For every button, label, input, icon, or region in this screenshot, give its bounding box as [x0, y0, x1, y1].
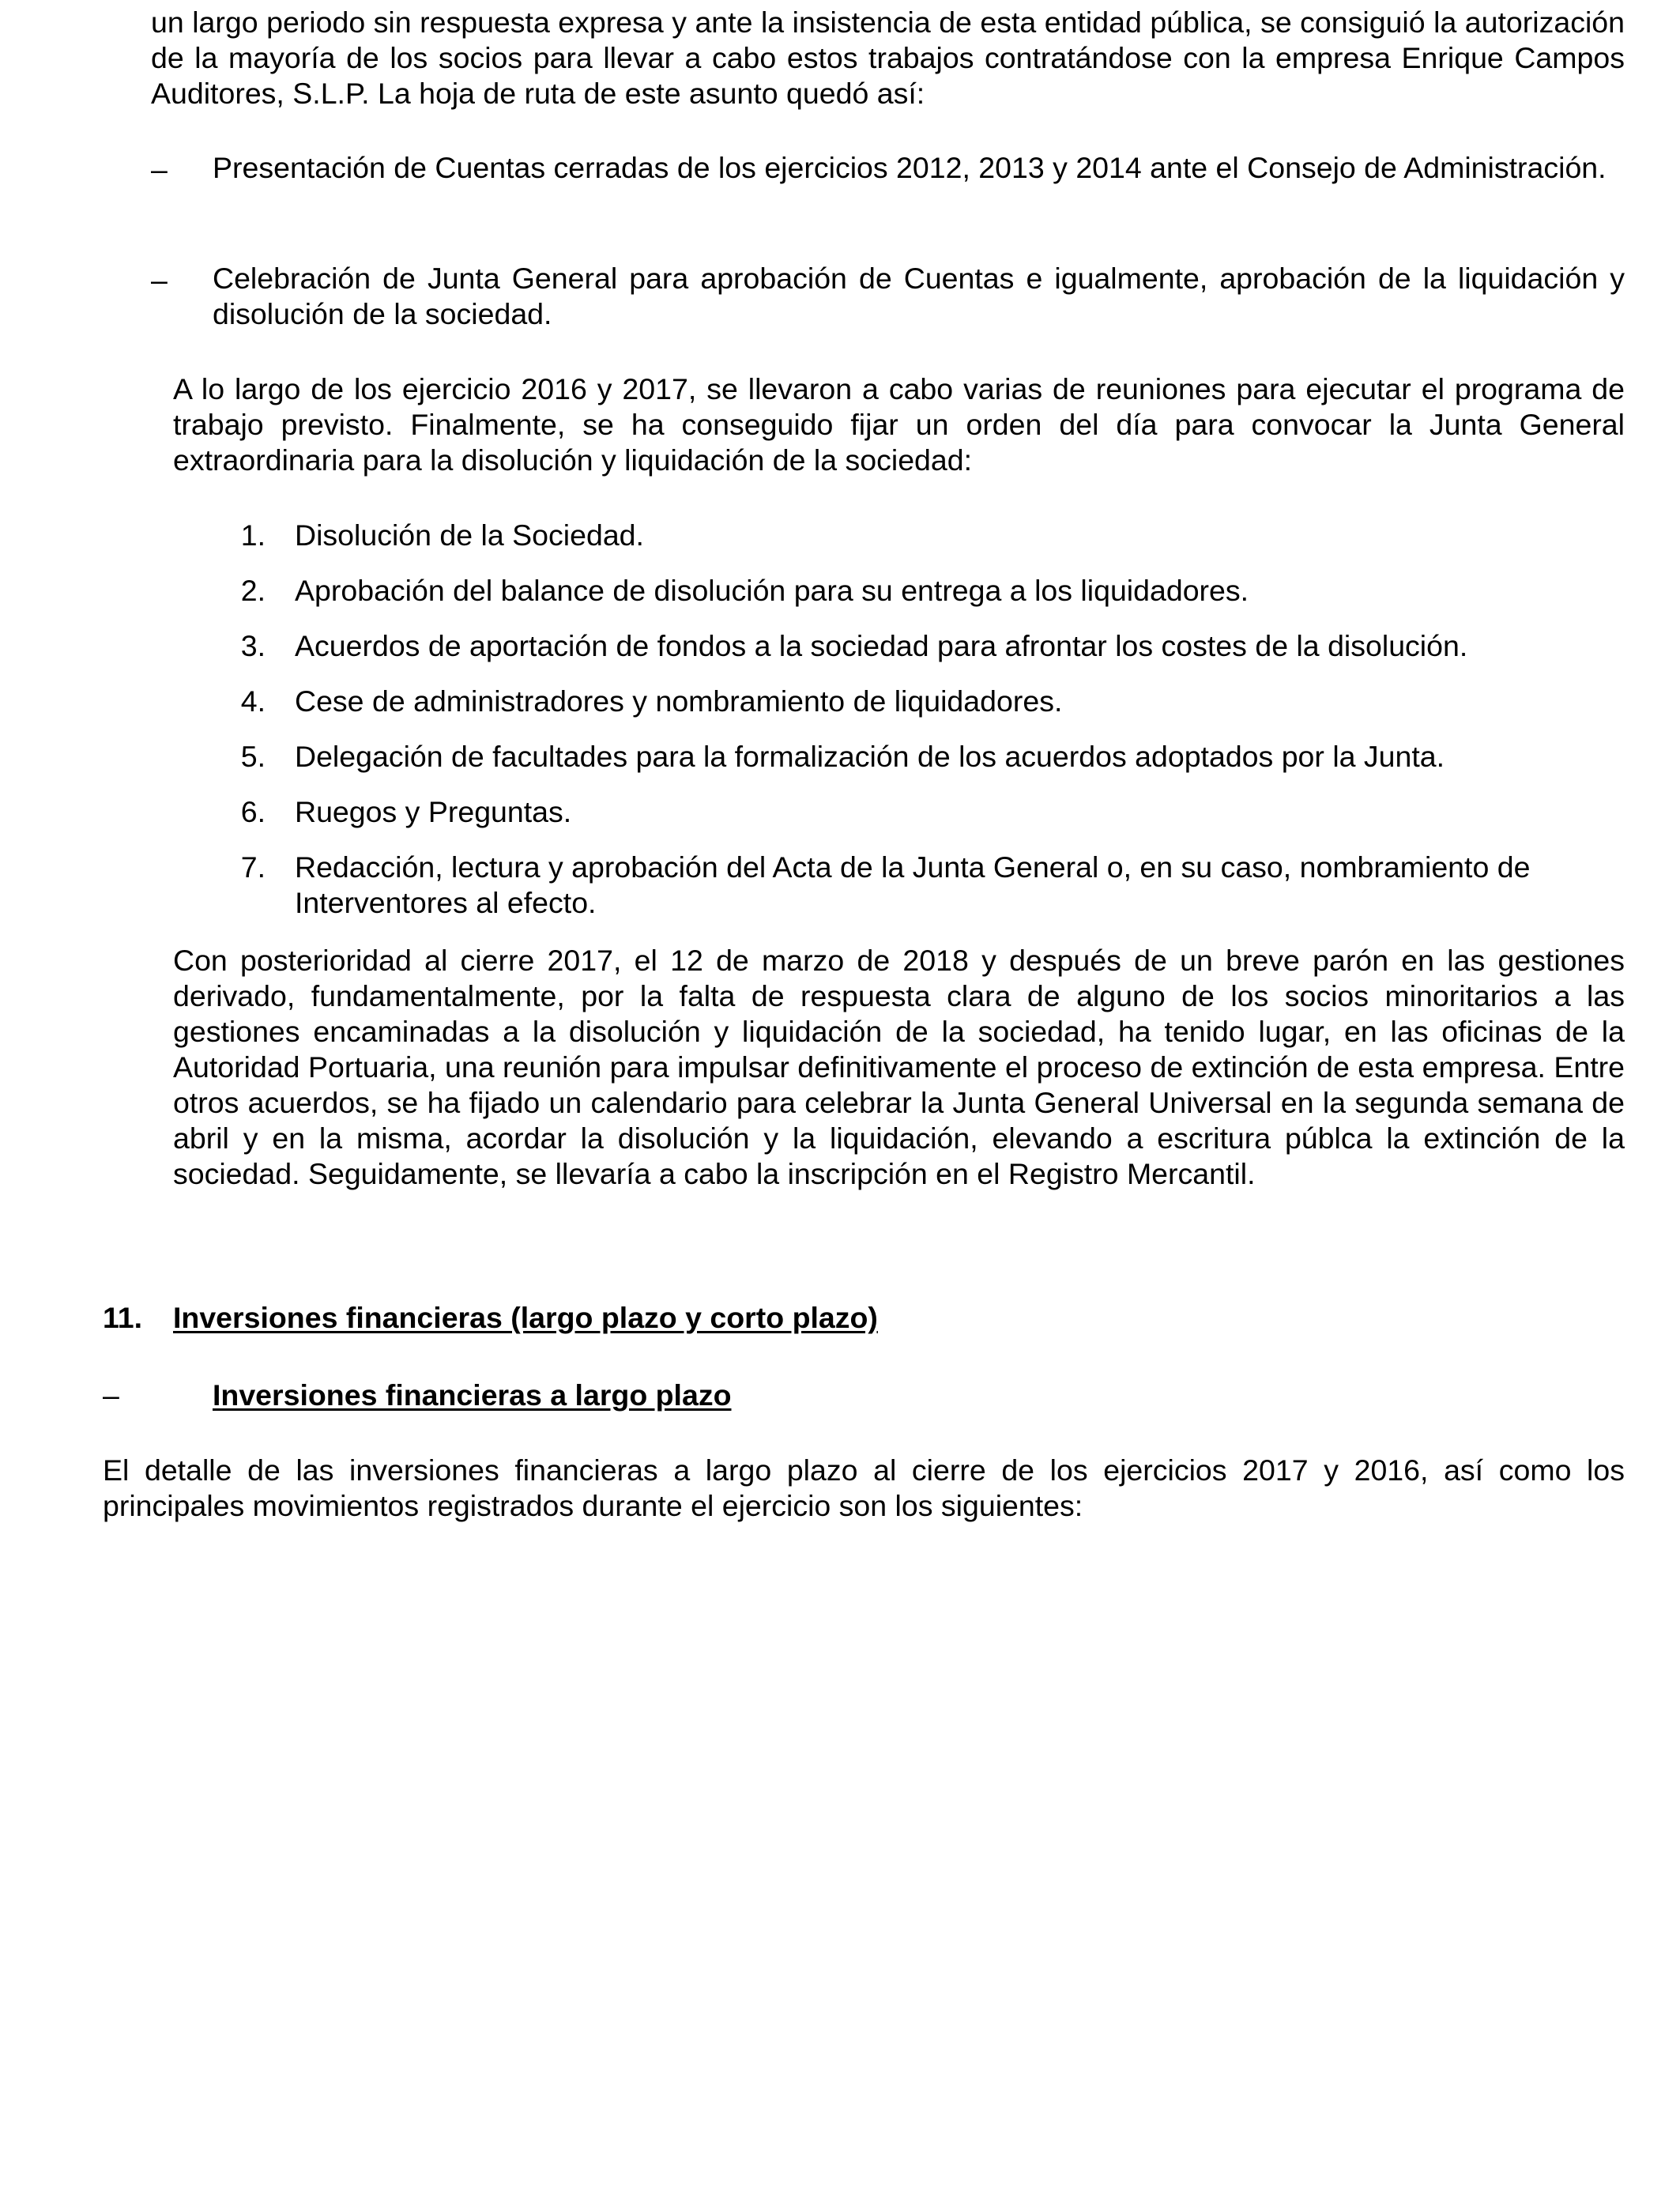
intro-paragraph: un largo periodo sin respuesta expresa y ante la insistencia de esta entidad pública, se consiguió la autorización de la mayoría de los socios para llevar a cabo estos trabajos contratándose con la empresa Enrique Campos Auditores, S.L.P. La hoja de ruta de este asunto quedó así: — [151, 6, 1625, 110]
agenda-number: 3. — [240, 629, 266, 662]
agenda-number: 1. — [240, 518, 266, 552]
agenda-number: 4. — [240, 684, 266, 718]
bullet-item: Presentación de Cuentas cerradas de los ejercicios 2012, 2013 y 2014 ante el Consejo de Administración. — [213, 151, 1607, 184]
agenda-item: Acuerdos de aportación de fondos a la sociedad para afrontar los costes de la disolución. — [295, 629, 1468, 662]
subsection-marker: – — [103, 1378, 119, 1412]
section-title: Inversiones financieras (largo plazo y corto plazo) — [173, 1301, 878, 1334]
section-number: 11. — [103, 1301, 143, 1334]
subsection-title: Inversiones financieras a largo plazo — [213, 1378, 732, 1412]
agenda-item: Delegación de facultades para la formalización de los acuerdos adoptados por la Junta. — [295, 740, 1445, 773]
agenda-number: 2. — [240, 574, 266, 607]
agenda-number: 6. — [240, 795, 266, 828]
agenda-item: Redacción, lectura y aprobación del Acta de la Junta General o, en su caso, nombramiento de Interventores al efecto. — [295, 850, 1531, 919]
agenda-item: Cese de administradores y nombramiento de liquidadores. — [295, 684, 1063, 718]
body-paragraph: Con posterioridad al cierre 2017, el 12 de marzo de 2018 y después de un breve parón en las gestiones derivado, fundamentalmente, por la falta de respuesta clara de alguno de los socios minoritarios a las gestiones encaminadas a la disolución y liquidación de la sociedad, ha tenido lugar, en las oficinas de la Autoridad Portuaria, una reunión para impulsar definitivamente el proceso de extinción de esta empresa. Entre otros acuerdos, se ha fijado un calendario para celebrar la Junta General Universal en la segunda semana de abril y en la misma, acordar la disolución y la liquidación, elevando a escritura públca la extinción de la sociedad. Seguidamente, se llevaría a cabo la inscripción en el Registro Mercantil. — [173, 944, 1625, 1190]
body-paragraph: El detalle de las inversiones financieras a largo plazo al cierre de los ejercicios 2017 y 2016, así como los principales movimientos registrados durante el ejercicio son los siguientes: — [103, 1453, 1625, 1522]
body-paragraph: A lo largo de los ejercicio 2016 y 2017, se llevaron a cabo varias de reuniones para ejecutar el programa de trabajo previsto. Finalmente, se ha conseguido fijar un orden del día para convocar la Junta General extraordinaria para la disolución y liquidación de la sociedad: — [173, 372, 1625, 477]
bullet-marker: – — [151, 153, 168, 186]
agenda-item: Aprobación del balance de disolución para su entrega a los liquidadores. — [295, 574, 1249, 607]
agenda-item: Disolución de la Sociedad. — [295, 518, 644, 552]
agenda-item: Ruegos y Preguntas. — [295, 795, 572, 828]
agenda-number: 5. — [240, 740, 266, 773]
agenda-number: 7. — [240, 850, 266, 884]
bullet-item: Celebración de Junta General para aprobación de Cuentas e igualmente, aprobación de la liquidación y disolución de la sociedad. — [213, 262, 1625, 330]
bullet-marker: – — [151, 263, 168, 296]
